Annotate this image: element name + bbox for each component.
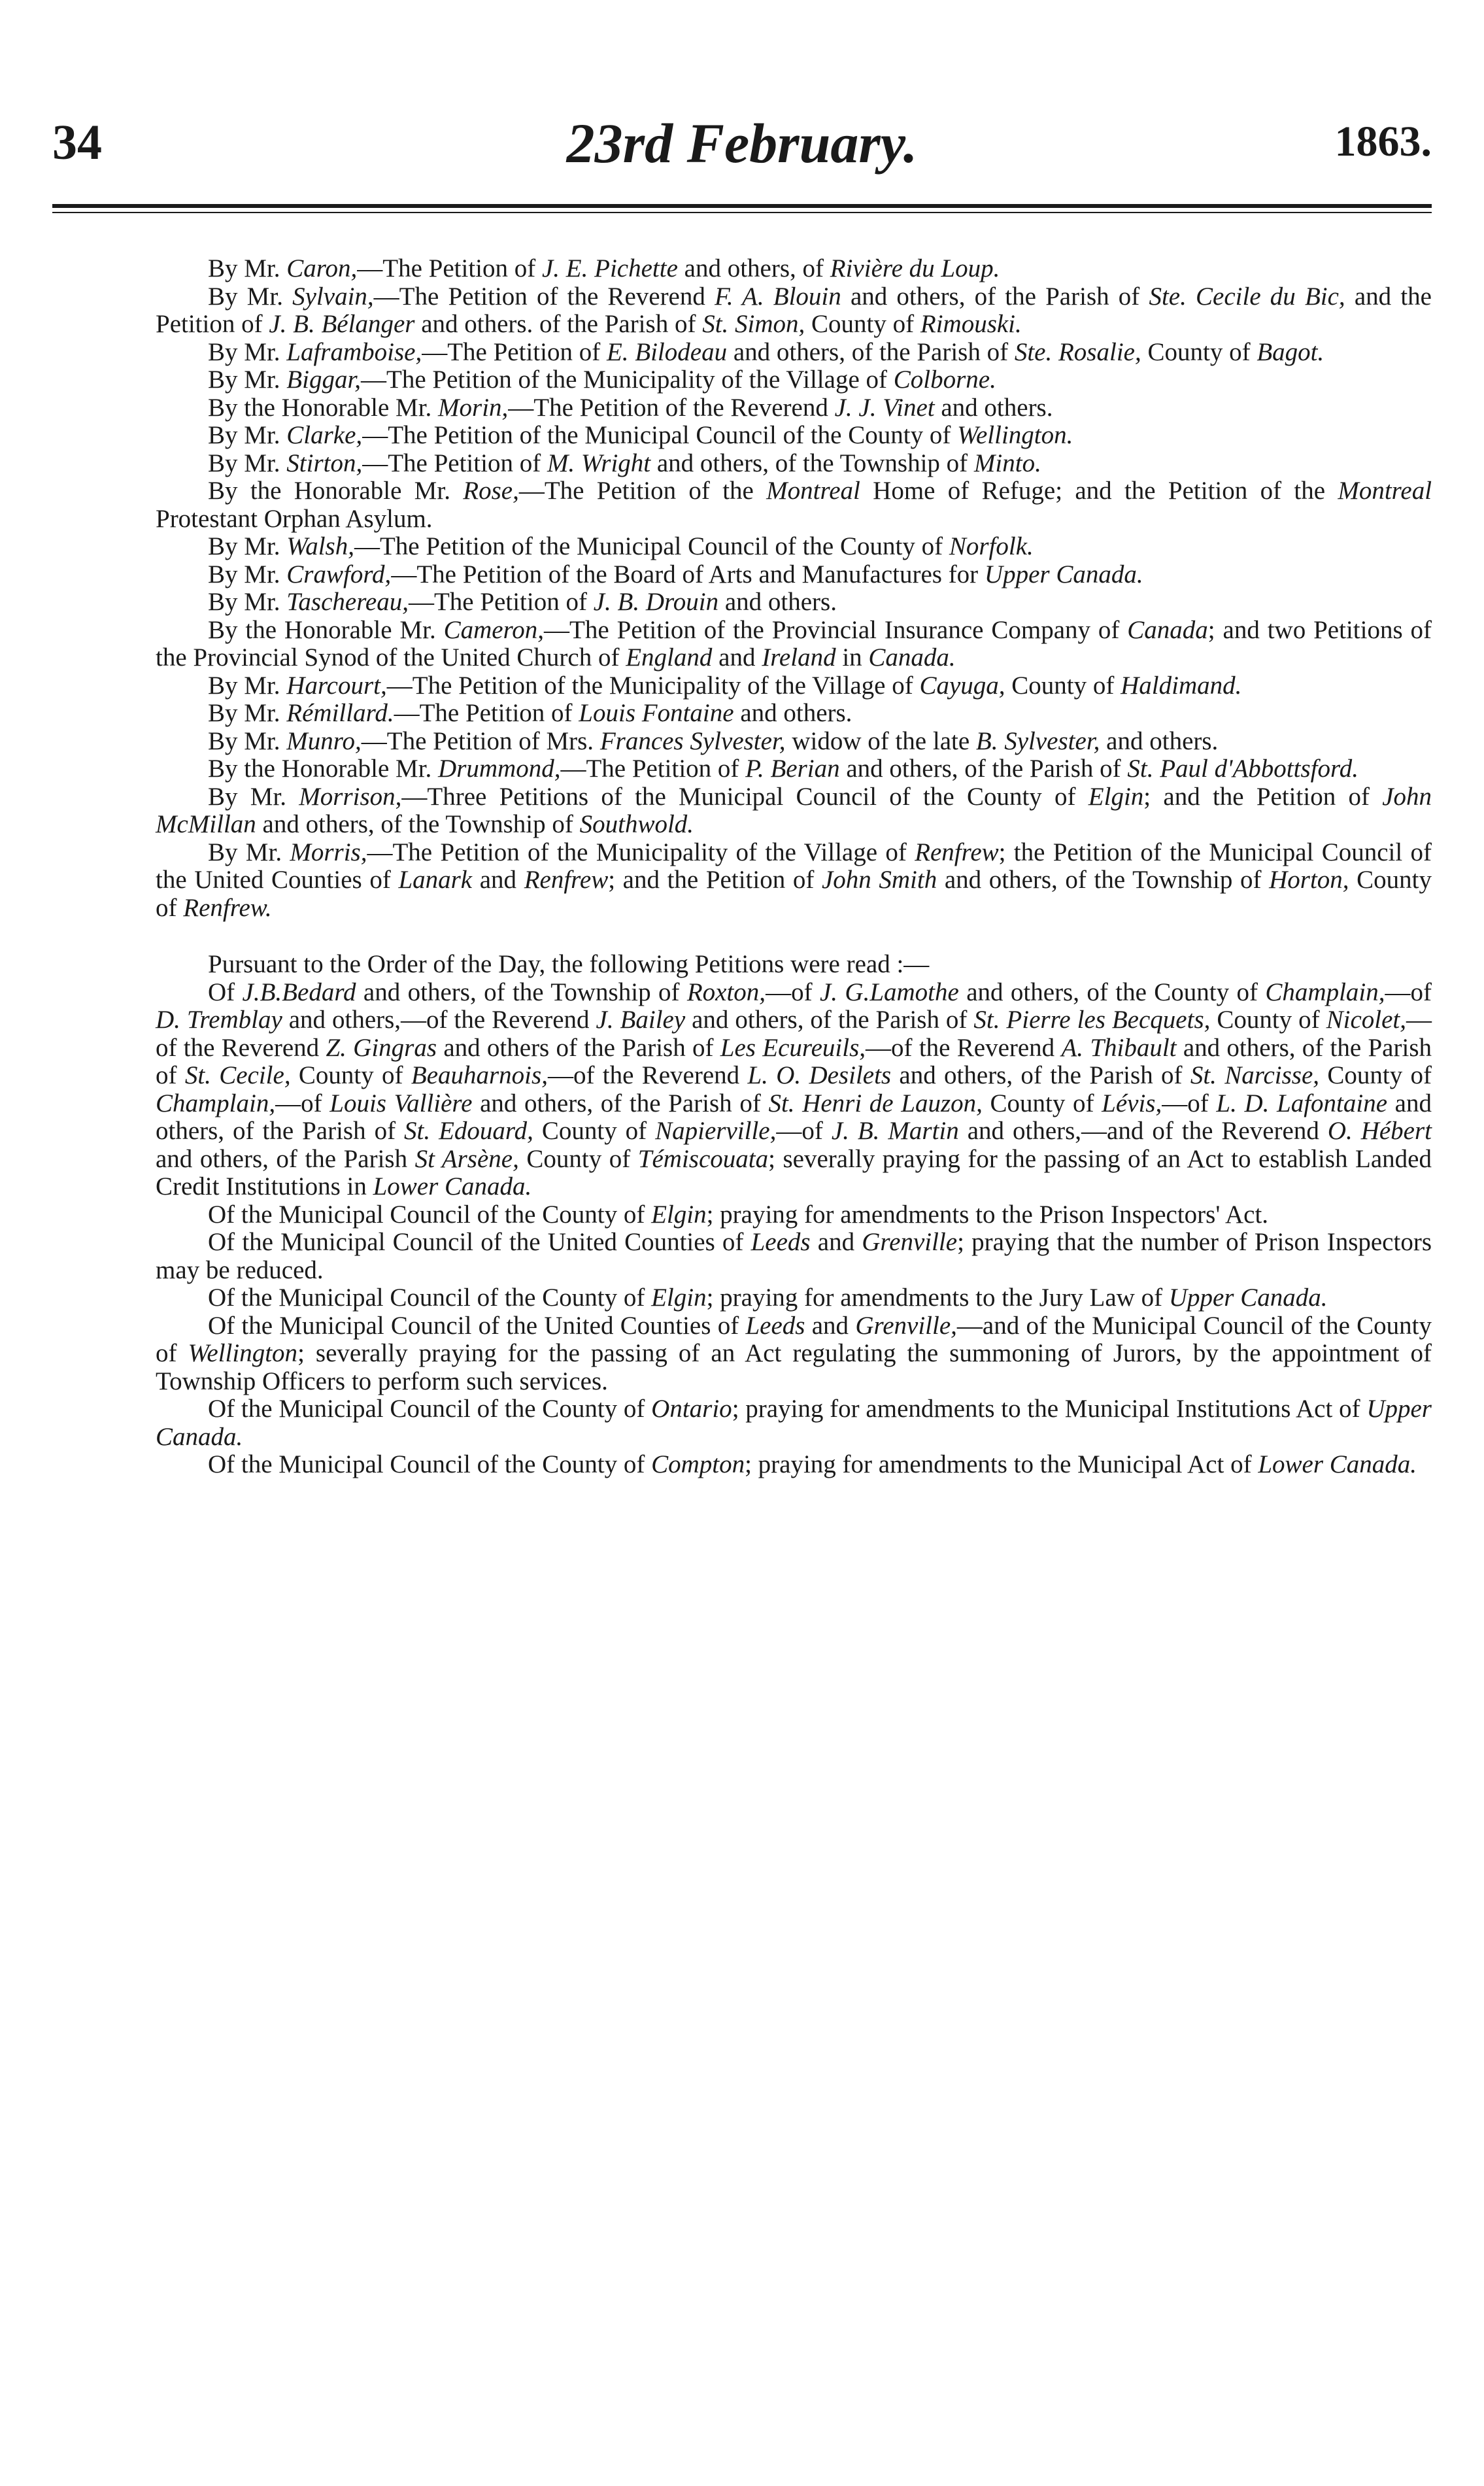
italic-text: O. Hébert bbox=[1327, 1117, 1432, 1145]
italic-text: Sylvain, bbox=[292, 282, 374, 311]
text: Home of Refuge; and the Petition of the bbox=[860, 477, 1338, 505]
text: and others, of the Parish of bbox=[685, 1006, 974, 1034]
italic-text: Compton bbox=[651, 1450, 745, 1478]
text: —of the Reverend bbox=[547, 1061, 748, 1089]
text: and others, of the County of bbox=[958, 978, 1266, 1006]
italic-text: Cayuga, bbox=[919, 671, 1005, 700]
text: and others, of bbox=[677, 254, 830, 282]
italic-text: St. Edouard, bbox=[404, 1117, 533, 1145]
paragraph bbox=[156, 783, 1432, 839]
italic-text: Champlain, bbox=[156, 1089, 276, 1117]
italic-text: St. Simon, bbox=[702, 310, 805, 338]
italic-text: Minto. bbox=[973, 449, 1041, 477]
italic-text: Rose, bbox=[463, 477, 519, 505]
text: —The Petition of bbox=[560, 755, 746, 783]
italic-text: Wellington. bbox=[957, 421, 1073, 449]
italic-text: Munro, bbox=[286, 726, 362, 755]
italic-text: Renfrew bbox=[915, 838, 999, 866]
italic-text: Upper Canada. bbox=[156, 1395, 1432, 1451]
text: ; severally praying for the passing of an Act regulating the summoning of Jurors, by the appointment of Township Officers to perform such services. bbox=[156, 1339, 1432, 1395]
italic-text: John McMillan bbox=[156, 782, 1432, 838]
italic-text: Nicolet, bbox=[1326, 1006, 1406, 1034]
paragraph bbox=[156, 672, 1432, 700]
italic-text: Leeds bbox=[745, 1311, 805, 1340]
italic-text: Morin, bbox=[438, 393, 509, 422]
paragraph bbox=[156, 1284, 1432, 1312]
paragraph bbox=[156, 450, 1432, 478]
text: —The Petition of the Reverend bbox=[508, 393, 835, 422]
text: and others. of the Parish of bbox=[414, 310, 703, 338]
paragraph bbox=[156, 533, 1432, 561]
paragraph bbox=[156, 477, 1432, 533]
paragraph bbox=[156, 366, 1432, 394]
italic-text: Elgin bbox=[651, 1200, 707, 1229]
text: and others. bbox=[718, 588, 837, 616]
text: Of the Municipal Council of the County of bbox=[208, 1450, 652, 1478]
text: By Mr. bbox=[208, 337, 287, 366]
text: —The Petition of the Municipality of the Village of bbox=[361, 366, 894, 394]
text: —of bbox=[1162, 1089, 1217, 1117]
text: —The Petition of the Board of Arts and Manufactures for bbox=[391, 560, 985, 588]
italic-text: L. D. Lafontaine bbox=[1216, 1089, 1388, 1117]
text: and others, of the Township of bbox=[256, 810, 580, 838]
italic-text: Témiscouata bbox=[637, 1144, 769, 1173]
text: By Mr. bbox=[208, 254, 287, 282]
italic-text: Lower Canada. bbox=[373, 1172, 532, 1200]
italic-text: Renfrew bbox=[524, 866, 609, 894]
italic-text: St. Cecile, bbox=[184, 1061, 291, 1089]
italic-text: Lower Canada. bbox=[1258, 1450, 1417, 1478]
text: —of bbox=[776, 1117, 832, 1145]
italic-text: Napierville, bbox=[655, 1117, 777, 1145]
text: By Mr. bbox=[208, 282, 293, 311]
paragraph bbox=[156, 588, 1432, 617]
italic-text: L. O. Desilets bbox=[747, 1061, 892, 1089]
italic-text: J. J. Vinet bbox=[834, 393, 935, 422]
italic-text: M. Wright bbox=[547, 449, 651, 477]
text: ; praying that the number of Prison Inspectors may be reduced. bbox=[156, 1228, 1432, 1284]
paragraph bbox=[156, 755, 1432, 783]
text: —The Petition of bbox=[422, 337, 607, 366]
text: ; and the Petition of bbox=[1143, 782, 1383, 811]
text: By Mr. bbox=[208, 588, 287, 616]
text: ; praying for amendments to the Municipal Institutions Act of bbox=[732, 1395, 1367, 1423]
italic-text: A. Thibault bbox=[1061, 1033, 1177, 1062]
italic-text: Renfrew. bbox=[183, 893, 272, 922]
text: By Mr. bbox=[208, 560, 287, 588]
text: Pursuant to the Order of the Day, the following Petitions were read :— bbox=[208, 950, 930, 978]
page-body bbox=[156, 255, 1432, 1479]
text: ; and the Petition of bbox=[608, 866, 822, 894]
text: —of bbox=[275, 1089, 330, 1117]
paragraph bbox=[156, 561, 1432, 589]
text: —of bbox=[1385, 978, 1432, 1006]
italic-text: Canada bbox=[1127, 615, 1208, 644]
introduced-petitions-section bbox=[156, 255, 1432, 922]
text: By Mr. bbox=[208, 838, 290, 866]
text: —The Petition of the Municipal Council of the County of bbox=[354, 532, 949, 560]
paragraph bbox=[156, 255, 1432, 283]
text: and others, of the Parish of bbox=[891, 1061, 1190, 1089]
paragraph bbox=[156, 979, 1432, 1201]
text: widow of the late bbox=[785, 726, 976, 755]
text: —The Petition of bbox=[408, 588, 594, 616]
text: —The Petition of Mrs. bbox=[361, 726, 600, 755]
text: and others of the Parish of bbox=[437, 1033, 720, 1062]
italic-text: Biggar, bbox=[286, 366, 362, 394]
italic-text: J. Bailey bbox=[596, 1006, 686, 1034]
page-year: 1863. bbox=[1334, 118, 1432, 165]
text: —The Petition of the Municipal Council of the County of bbox=[362, 421, 958, 449]
text: —The Petition of the Municipality of the Village of bbox=[386, 671, 920, 700]
text: Of the Municipal Council of the United Counties of bbox=[208, 1311, 746, 1340]
italic-text: Wellington bbox=[188, 1339, 298, 1367]
italic-text: Champlain, bbox=[1265, 978, 1385, 1006]
italic-text: Walsh, bbox=[286, 532, 354, 560]
text: —of the Reverend bbox=[156, 1006, 1432, 1062]
text: and bbox=[472, 866, 524, 894]
italic-text: St. Henri de Lauzon, bbox=[768, 1089, 983, 1117]
italic-text: Lanark bbox=[398, 866, 473, 894]
italic-text: Crawford, bbox=[286, 560, 392, 588]
header-rule-thin bbox=[52, 212, 1432, 213]
italic-text: Beauharnois, bbox=[411, 1061, 548, 1089]
text: County of bbox=[156, 866, 1432, 922]
italic-text: Colborne. bbox=[893, 366, 996, 394]
page-header bbox=[52, 114, 1432, 186]
italic-text: Bagot. bbox=[1256, 337, 1324, 366]
italic-text: Ontario bbox=[651, 1395, 732, 1423]
italic-text: Morrison, bbox=[299, 782, 402, 811]
italic-text: D. Tremblay bbox=[156, 1006, 282, 1034]
italic-text: Stirton, bbox=[286, 449, 363, 477]
read-petitions-section bbox=[156, 951, 1432, 1479]
text: —The Petition of bbox=[362, 449, 547, 477]
text: and bbox=[805, 1311, 856, 1340]
italic-text: Elgin bbox=[1088, 782, 1144, 811]
text: County of bbox=[1141, 337, 1257, 366]
italic-text: Caron, bbox=[286, 254, 358, 282]
italic-text: Z. Gingras bbox=[326, 1033, 437, 1062]
italic-text: J. B. Drouin bbox=[593, 588, 719, 616]
text: and others,—and of the Reverend bbox=[958, 1117, 1328, 1145]
italic-text: Louis Fontaine bbox=[579, 699, 734, 727]
italic-text: Les Ecureuils, bbox=[720, 1033, 866, 1062]
text: ; praying for amendments to the Municipal Act of bbox=[745, 1450, 1258, 1478]
italic-text: St. Narcisse, bbox=[1190, 1061, 1320, 1089]
italic-text: Cameron, bbox=[443, 615, 545, 644]
italic-text: Canada. bbox=[868, 643, 956, 672]
text: and others. bbox=[734, 699, 852, 727]
text: and bbox=[712, 643, 762, 672]
text: and others,—of the Reverend bbox=[282, 1006, 596, 1034]
text: —The Petition of the bbox=[518, 477, 767, 505]
header-rule-thick bbox=[52, 204, 1432, 208]
italic-text: Leeds bbox=[750, 1228, 811, 1256]
text: By Mr. bbox=[208, 699, 287, 727]
italic-text: Upper Canada. bbox=[1168, 1284, 1328, 1312]
text: —The Petition of the Municipality of the Village of bbox=[367, 838, 915, 866]
italic-text: Montreal bbox=[766, 477, 860, 505]
italic-text: Clarke, bbox=[286, 421, 363, 449]
text: By Mr. bbox=[208, 532, 287, 560]
italic-text: Ste. Cecile du Bic, bbox=[1149, 282, 1345, 311]
text: County of bbox=[1319, 1061, 1432, 1089]
paragraph bbox=[156, 1229, 1432, 1284]
italic-text: F. A. Blouin bbox=[715, 282, 841, 311]
text: and others, of the Parish bbox=[156, 1144, 415, 1173]
text: and bbox=[810, 1228, 862, 1256]
text: County of bbox=[518, 1144, 638, 1173]
text: County of bbox=[982, 1089, 1102, 1117]
italic-text: Frances Sylvester, bbox=[599, 726, 786, 755]
italic-text: St Arsène, bbox=[414, 1144, 519, 1173]
italic-text: Lévis, bbox=[1102, 1089, 1162, 1117]
paragraph bbox=[156, 728, 1432, 756]
text: County of bbox=[805, 310, 920, 338]
text: and others. bbox=[934, 393, 1053, 422]
italic-text: Laframboise, bbox=[286, 337, 422, 366]
text: By Mr. bbox=[208, 671, 287, 700]
text: ; the Petition of the Municipal Council of the United Counties of bbox=[156, 838, 1432, 894]
text: Of the Municipal Council of the County of bbox=[208, 1200, 652, 1229]
text: —The Petition of the Provincial Insurance Company of bbox=[544, 615, 1128, 644]
text: —of bbox=[766, 978, 820, 1006]
text: Of the Municipal Council of the United Counties of bbox=[208, 1228, 751, 1256]
text: and others, of the Township of bbox=[356, 978, 687, 1006]
text: and others, of the Parish of bbox=[727, 337, 1015, 366]
page-number: 34 bbox=[52, 115, 102, 170]
text: —Three Petitions of the Municipal Council of the County of bbox=[401, 782, 1088, 811]
text: and others, of the Township of bbox=[937, 866, 1270, 894]
italic-text: Rimouski. bbox=[920, 310, 1022, 338]
text: Of the Municipal Council of the County of bbox=[208, 1284, 652, 1312]
italic-text: Taschereau, bbox=[286, 588, 409, 616]
italic-text: Louis Vallière bbox=[329, 1089, 473, 1117]
italic-text: J. B. Martin bbox=[831, 1117, 959, 1145]
italic-text: John Smith bbox=[821, 866, 937, 894]
paragraph bbox=[156, 1312, 1432, 1396]
text: By Mr. bbox=[208, 366, 287, 394]
text: Of the Municipal Council of the County of bbox=[208, 1395, 652, 1423]
text: —The Petition of the Reverend bbox=[373, 282, 715, 311]
text: and others, of the Parish of bbox=[839, 755, 1128, 783]
italic-text: Grenville, bbox=[855, 1311, 957, 1340]
text: and others, of the Parish of bbox=[841, 282, 1149, 311]
italic-text: J. B. Bélanger bbox=[269, 310, 415, 338]
paragraph bbox=[156, 951, 1432, 979]
italic-text: Southwold. bbox=[579, 810, 694, 838]
text: —and of the Municipal Council of the County of bbox=[156, 1311, 1432, 1367]
paragraph bbox=[156, 839, 1432, 923]
text: By the Honorable Mr. bbox=[208, 615, 444, 644]
text: By the Honorable Mr. bbox=[208, 477, 464, 505]
italic-text: J.B.Bedard bbox=[242, 978, 356, 1006]
italic-text: Harcourt, bbox=[286, 671, 387, 700]
paragraph bbox=[156, 1201, 1432, 1229]
text: and others. bbox=[1100, 726, 1219, 755]
italic-text: Rivière du Loup. bbox=[830, 254, 1000, 282]
text: By the Honorable Mr. bbox=[208, 755, 439, 783]
italic-text: Ste. Rosalie, bbox=[1014, 337, 1141, 366]
section-gap bbox=[156, 922, 1432, 951]
text: County of bbox=[533, 1117, 656, 1145]
italic-text: Roxton, bbox=[686, 978, 766, 1006]
text: By the Honorable Mr. bbox=[208, 393, 439, 422]
text: County of bbox=[1005, 671, 1121, 700]
text: ; praying for amendments to the Prison Inspectors' Act. bbox=[706, 1200, 1269, 1229]
text: County of bbox=[1210, 1006, 1326, 1034]
italic-text: Morris, bbox=[290, 838, 367, 866]
text: ; and two Petitions of the Provincial Synod of the United Church of bbox=[156, 615, 1432, 672]
italic-text: Horton, bbox=[1269, 866, 1349, 894]
paragraph bbox=[156, 422, 1432, 450]
text: Protestant Orphan Asylum. bbox=[156, 504, 433, 533]
italic-text: St. Pierre les Becquets, bbox=[973, 1006, 1211, 1034]
text: —of the Reverend bbox=[866, 1033, 1062, 1062]
italic-text: Drummond, bbox=[438, 755, 561, 783]
text: and others, of the Parish of bbox=[156, 1033, 1432, 1089]
italic-text: J. E. Pichette bbox=[542, 254, 678, 282]
text: By Mr. bbox=[208, 421, 287, 449]
paragraph bbox=[156, 339, 1432, 367]
paragraph bbox=[156, 1395, 1432, 1451]
italic-text: B. Sylvester, bbox=[975, 726, 1100, 755]
paragraph bbox=[156, 394, 1432, 422]
paragraph bbox=[156, 283, 1432, 339]
text: and others, of the Township of bbox=[650, 449, 974, 477]
italic-text: Rémillard. bbox=[286, 699, 394, 727]
paragraph bbox=[156, 1451, 1432, 1479]
text: and others, of the Parish of bbox=[472, 1089, 769, 1117]
italic-text: Ireland bbox=[762, 643, 836, 672]
italic-text: P. Berian bbox=[745, 755, 840, 783]
italic-text: Haldimand. bbox=[1121, 671, 1242, 700]
italic-text: Elgin bbox=[651, 1284, 707, 1312]
page-title: 23rd February. bbox=[566, 112, 918, 175]
italic-text: Montreal bbox=[1338, 477, 1432, 505]
text: By Mr. bbox=[208, 449, 287, 477]
paragraph bbox=[156, 617, 1432, 672]
text: and the Petition of bbox=[156, 282, 1432, 338]
italic-text: J. G.Lamothe bbox=[819, 978, 959, 1006]
text: By Mr. bbox=[208, 726, 287, 755]
text: County of bbox=[290, 1061, 411, 1089]
italic-text: England bbox=[626, 643, 713, 672]
text: and others, of the Parish of bbox=[156, 1089, 1432, 1145]
italic-text: E. Bilodeau bbox=[606, 337, 728, 366]
italic-text: Norfolk. bbox=[949, 532, 1034, 560]
paragraph bbox=[156, 700, 1432, 728]
italic-text: St. Paul d'Abbottsford. bbox=[1127, 755, 1358, 783]
text: Of bbox=[208, 978, 243, 1006]
text: ; praying for amendments to the Jury Law of bbox=[706, 1284, 1169, 1312]
text: ; severally praying for the passing of an Act to establish Landed Credit Institutions in bbox=[156, 1144, 1432, 1200]
text: in bbox=[835, 643, 869, 672]
text: —The Petition of bbox=[394, 699, 579, 727]
italic-text: Upper Canada. bbox=[984, 560, 1143, 588]
italic-text: Grenville bbox=[862, 1228, 958, 1256]
text: —The Petition of bbox=[357, 254, 542, 282]
text: By Mr. bbox=[208, 782, 299, 811]
